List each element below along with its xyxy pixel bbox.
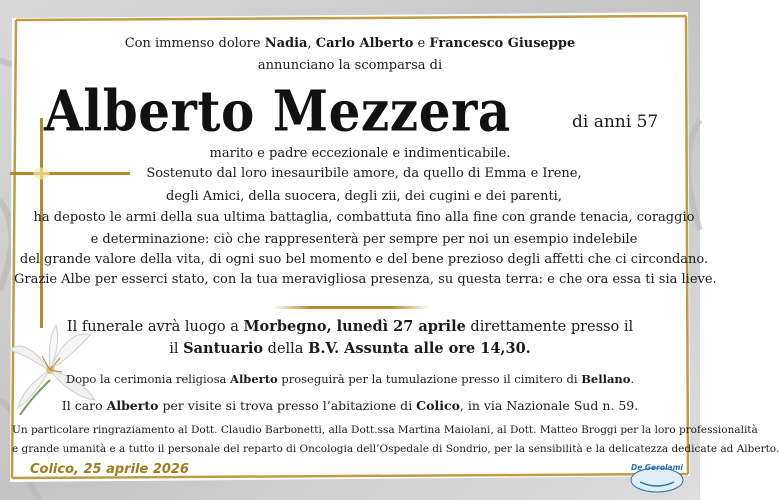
burial-text: proseguirà per la tumulazione presso il cimitero di — [277, 372, 582, 386]
deceased-age: di anni 57 — [572, 112, 659, 132]
tribute-line: marito e padre eccezionale e indimenticabile. — [209, 146, 511, 161]
visit-text: Il caro — [61, 398, 107, 413]
burial-text: . — [630, 372, 635, 386]
thanks-line-1: Un particolare ringraziamento al Dott. Claudio Barbonetti, alla Dott.ssa Martina Maiolani, al Dott. Matteo Broggi per la loro professionalità — [12, 424, 758, 436]
tribute-line: Sostenuto dal loro inesauribile amore, da quello di Emma e Irene, — [146, 166, 582, 181]
burial-text: Dopo la cerimonia religiosa — [65, 372, 231, 386]
funeral-text: della — [263, 341, 309, 357]
funeral-line-2 — [0, 340, 700, 357]
funeral-time: B.V. Assunta alle ore 14,30. — [308, 340, 531, 357]
thanks-line-2: e grande umanità e a tutto il personale del reparto di Oncologia dell’Ospedale di Sondrio, per la sensibilità e la delicatezza dedicate ad Alberto. — [12, 443, 779, 455]
intro-prefix: Con immenso dolore — [124, 36, 265, 51]
visit-name: Alberto — [106, 398, 159, 413]
gold-divider — [272, 306, 430, 309]
tribute-line: Grazie Albe per esserci stato, con la tua meravigliosa presenza, su questa terra: e che ora essa ti sia lieve. — [14, 272, 717, 287]
burial-line — [0, 372, 700, 386]
intro-names — [265, 36, 576, 51]
footer-date: Colico, 25 aprile 2026 — [30, 462, 190, 477]
logo-text: De Gerolami — [630, 463, 684, 472]
visit-text: per visite si trova presso l’abitazione di — [158, 398, 417, 413]
visit-line — [0, 398, 700, 413]
tribute-line: degli Amici, della suocera, degli zii, dei cugini e dei parenti, — [166, 189, 562, 204]
funeral-text: direttamente presso il — [465, 319, 634, 335]
funeral-place-date: Morbegno, lunedì 27 aprile — [243, 318, 466, 335]
funeral-line-1 — [0, 318, 700, 335]
burial-name: Alberto — [230, 372, 278, 386]
funeral-home-logo-icon — [626, 458, 688, 496]
family-member-name: Nadia — [264, 36, 308, 51]
intro-line-2: annunciano la scomparsa di — [257, 58, 443, 73]
tribute-line: e determinazione: ciò che rappresenterà per sempre per noi un esempio indelebile — [90, 232, 638, 247]
deceased-name: Alberto Mezzera — [44, 78, 511, 145]
family-member-name: Carlo Alberto — [315, 36, 414, 51]
funeral-text: Il funerale avrà luogo a — [66, 319, 244, 335]
tribute-line: del grande valore della vita, di ogni suo bel momento e del bene prezioso degli affetti che ci circondano. — [19, 252, 709, 267]
intro-separator: , — [307, 36, 316, 51]
tribute-line: ha deposto le armi della sua ultima battaglia, combattuta fino alla fine con grande tenacia, coraggio — [33, 210, 695, 225]
intro-separator: e — [413, 36, 430, 51]
intro-line-1 — [0, 36, 700, 51]
funeral-text: il — [169, 341, 184, 357]
funeral-church: Santuario — [183, 340, 264, 357]
family-member-name: Francesco Giuseppe — [429, 36, 576, 51]
visit-place: Colico — [416, 398, 460, 413]
burial-place: Bellano — [581, 372, 631, 386]
visit-text: , in via Nazionale Sud n. 59. — [459, 398, 639, 413]
